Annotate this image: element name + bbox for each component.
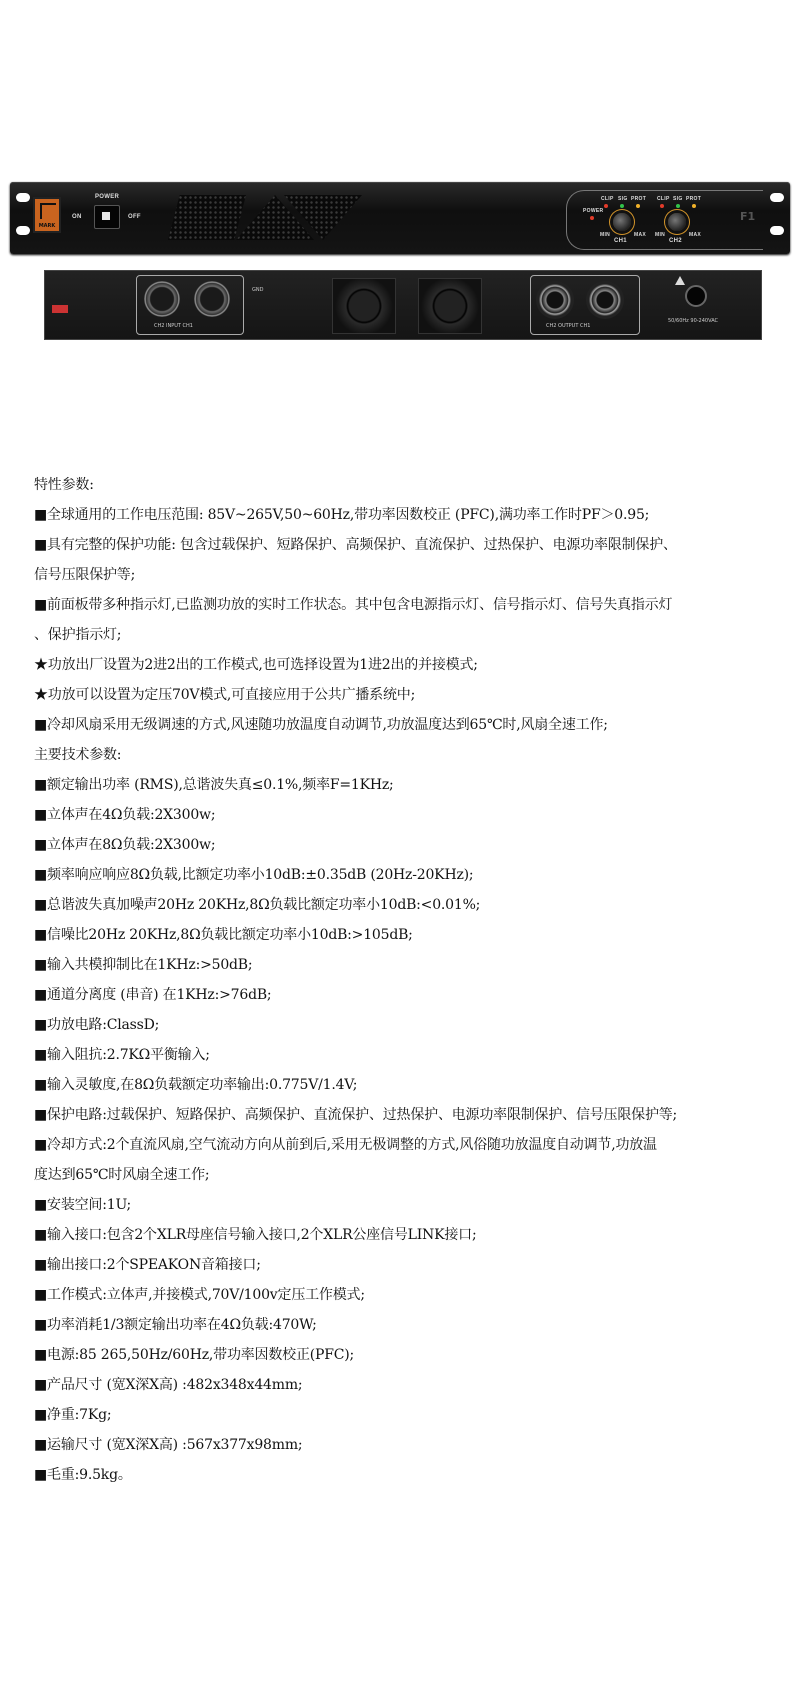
ch1-min-label: MIN <box>600 232 611 238</box>
ch2-max-label: MAX <box>689 232 702 238</box>
spec-line: ■输入接口:包含2个XLR母座信号输入接口,2个XLR公座信号LINK接口; <box>34 1227 477 1243</box>
spec-line: 信号压限保护等; <box>34 567 136 583</box>
spec-line: ■运输尺寸 (宽X深X高) :567x377x98mm; <box>34 1437 303 1453</box>
led-label-prot-ch2: PROT <box>686 196 702 202</box>
spec-line: ■电源:85 265,50Hz/60Hz,带功率因数校正(PFC); <box>34 1347 355 1363</box>
rack-ear-hole <box>16 193 30 202</box>
led-label-sig-ch2: SIG <box>673 196 683 202</box>
spec-line: ■输出接口:2个SPEAKON音箱接口; <box>34 1257 261 1273</box>
spec-line: ■前面板带多种指示灯,已监测功放的实时工作状态。其中包含电源指示灯、信号指示灯、信号失真指示灯 <box>34 597 673 613</box>
spec-line: ■功放电路:ClassD; <box>34 1017 160 1033</box>
led-label-clip-ch2: CLIP <box>657 196 670 202</box>
spec-line: ■保护电路:过载保护、短路保护、高频保护、直流保护、过热保护、电源功率限制保护、信号压限保护等; <box>34 1107 678 1123</box>
clip-led-ch1-icon <box>604 204 608 208</box>
spec-line: ■输入共模抑制比在1KHz:>50dB; <box>34 957 253 973</box>
speakon-output-ch2[interactable] <box>536 281 574 319</box>
sig-led-ch2-icon <box>676 204 680 208</box>
clip-led-ch2-icon <box>660 204 664 208</box>
cooling-fan <box>332 278 396 334</box>
rack-ear-hole <box>16 226 30 235</box>
output-label: CH2 OUTPUT CH1 <box>546 323 591 329</box>
spec-line: 主要技术参数: <box>34 747 122 763</box>
model-label: F1 <box>740 210 756 223</box>
led-label-power: POWER <box>583 208 604 214</box>
spec-line: 、保护指示灯; <box>34 627 122 643</box>
warning-icon <box>675 276 685 285</box>
spec-line: 度达到65℃时风扇全速工作; <box>34 1167 210 1183</box>
xlr-input-ch1[interactable] <box>194 281 230 317</box>
spec-line: ■全球通用的工作电压范围: 85V~265V,50~60Hz,带功率因数校正 (PFC),满功率工作时PF＞0.95; <box>34 507 650 523</box>
spec-line: 特性参数: <box>34 477 94 493</box>
spec-line: ■额定输出功率 (RMS),总谐波失真≤0.1%,频率F=1KHz; <box>34 777 394 793</box>
ch1-max-label: MAX <box>634 232 647 238</box>
spec-line: ■净重:7Kg; <box>34 1407 112 1423</box>
cooling-fan <box>418 278 482 334</box>
spec-line: ■具有完整的保护功能: 包含过载保护、短路保护、高频保护、直流保护、过热保护、电源功率限制保护、 <box>34 537 677 553</box>
spec-line: ■信噪比20Hz 20KHz,8Ω负载比额定功率小10dB:>105dB; <box>34 927 413 943</box>
logo-mark-icon <box>40 203 56 219</box>
spec-line: ■毛重:9.5kg。 <box>34 1467 132 1483</box>
rack-ear-hole <box>770 226 784 235</box>
xlr-input-ch2[interactable] <box>144 281 180 317</box>
spec-line: ■冷却风扇采用无级调速的方式,风速随功放温度自动调节,功放温度达到65℃时,风扇全速工作; <box>34 717 608 733</box>
ch2-min-label: MIN <box>655 232 666 238</box>
spec-list <box>34 470 794 1490</box>
power-led-icon <box>590 216 594 220</box>
spec-line: ■输入灵敏度,在8Ω负载额定功率输出:0.775V/1.4V; <box>34 1077 358 1093</box>
spec-line: ■通道分离度 (串音) 在1KHz:>76dB; <box>34 987 272 1003</box>
logo-text: MARK <box>38 223 56 229</box>
spec-line: ■立体声在8Ω负载:2X300w; <box>34 837 216 853</box>
brand-logo <box>33 197 61 233</box>
spec-line: ★功放出厂设置为2进2出的工作模式,也可选择设置为1进2出的并接模式; <box>34 657 478 673</box>
on-label: ON <box>72 214 82 220</box>
off-label: OFF <box>128 214 141 220</box>
prot-led-ch1-icon <box>636 204 640 208</box>
rack-ear-hole <box>770 193 784 202</box>
spec-line: ■频率响应响应8Ω负载,比额定功率小10dB:±0.35dB (20Hz-20KHz); <box>34 867 474 883</box>
voltage-label: 50/60Hz 90-240VAC <box>668 318 719 324</box>
ch2-volume-knob[interactable] <box>668 213 686 231</box>
ground-lift-label: GND <box>252 287 264 293</box>
spec-line: ■冷却方式:2个直流风扇,空气流动方向从前到后,采用无极调整的方式,风俗随功放温度自动调节,功放温 <box>34 1137 657 1153</box>
sig-led-ch1-icon <box>620 204 624 208</box>
speakon-output-ch1[interactable] <box>586 281 624 319</box>
spec-line: ■安装空间:1U; <box>34 1197 132 1213</box>
spec-line: ★功放可以设置为定压70V模式,可直接应用于公共广播系统中; <box>34 687 416 703</box>
switch-rocker-icon <box>102 212 110 220</box>
spec-line: ■总谐波失真加噪声20Hz 20KHz,8Ω负载比额定功率小10dB:<0.01%; <box>34 897 481 913</box>
power-inlet[interactable] <box>685 285 707 307</box>
spec-line: ■立体声在4Ω负载:2X300w; <box>34 807 216 823</box>
spec-line: ■功率消耗1/3额定输出功率在4Ω负载:470W; <box>34 1317 317 1333</box>
ch1-volume-knob[interactable] <box>613 213 631 231</box>
spec-line: ■工作模式:立体声,并接模式,70V/100v定压工作模式; <box>34 1287 365 1303</box>
led-label-prot-ch1: PROT <box>631 196 647 202</box>
input-label: CH2 INPUT CH1 <box>154 323 193 329</box>
front-vent-grille <box>168 195 246 240</box>
power-switch[interactable] <box>94 205 120 229</box>
ch2-label: CH2 <box>669 238 682 244</box>
dip-switch[interactable] <box>52 305 68 313</box>
spec-line: ■产品尺寸 (宽X深X高) :482x348x44mm; <box>34 1377 303 1393</box>
power-label: POWER <box>95 194 120 200</box>
led-label-sig-ch1: SIG <box>618 196 628 202</box>
led-label-clip-ch1: CLIP <box>601 196 614 202</box>
spec-line: ■输入阻抗:2.7KΩ平衡输入; <box>34 1047 210 1063</box>
ch1-label: CH1 <box>614 238 627 244</box>
prot-led-ch2-icon <box>692 204 696 208</box>
